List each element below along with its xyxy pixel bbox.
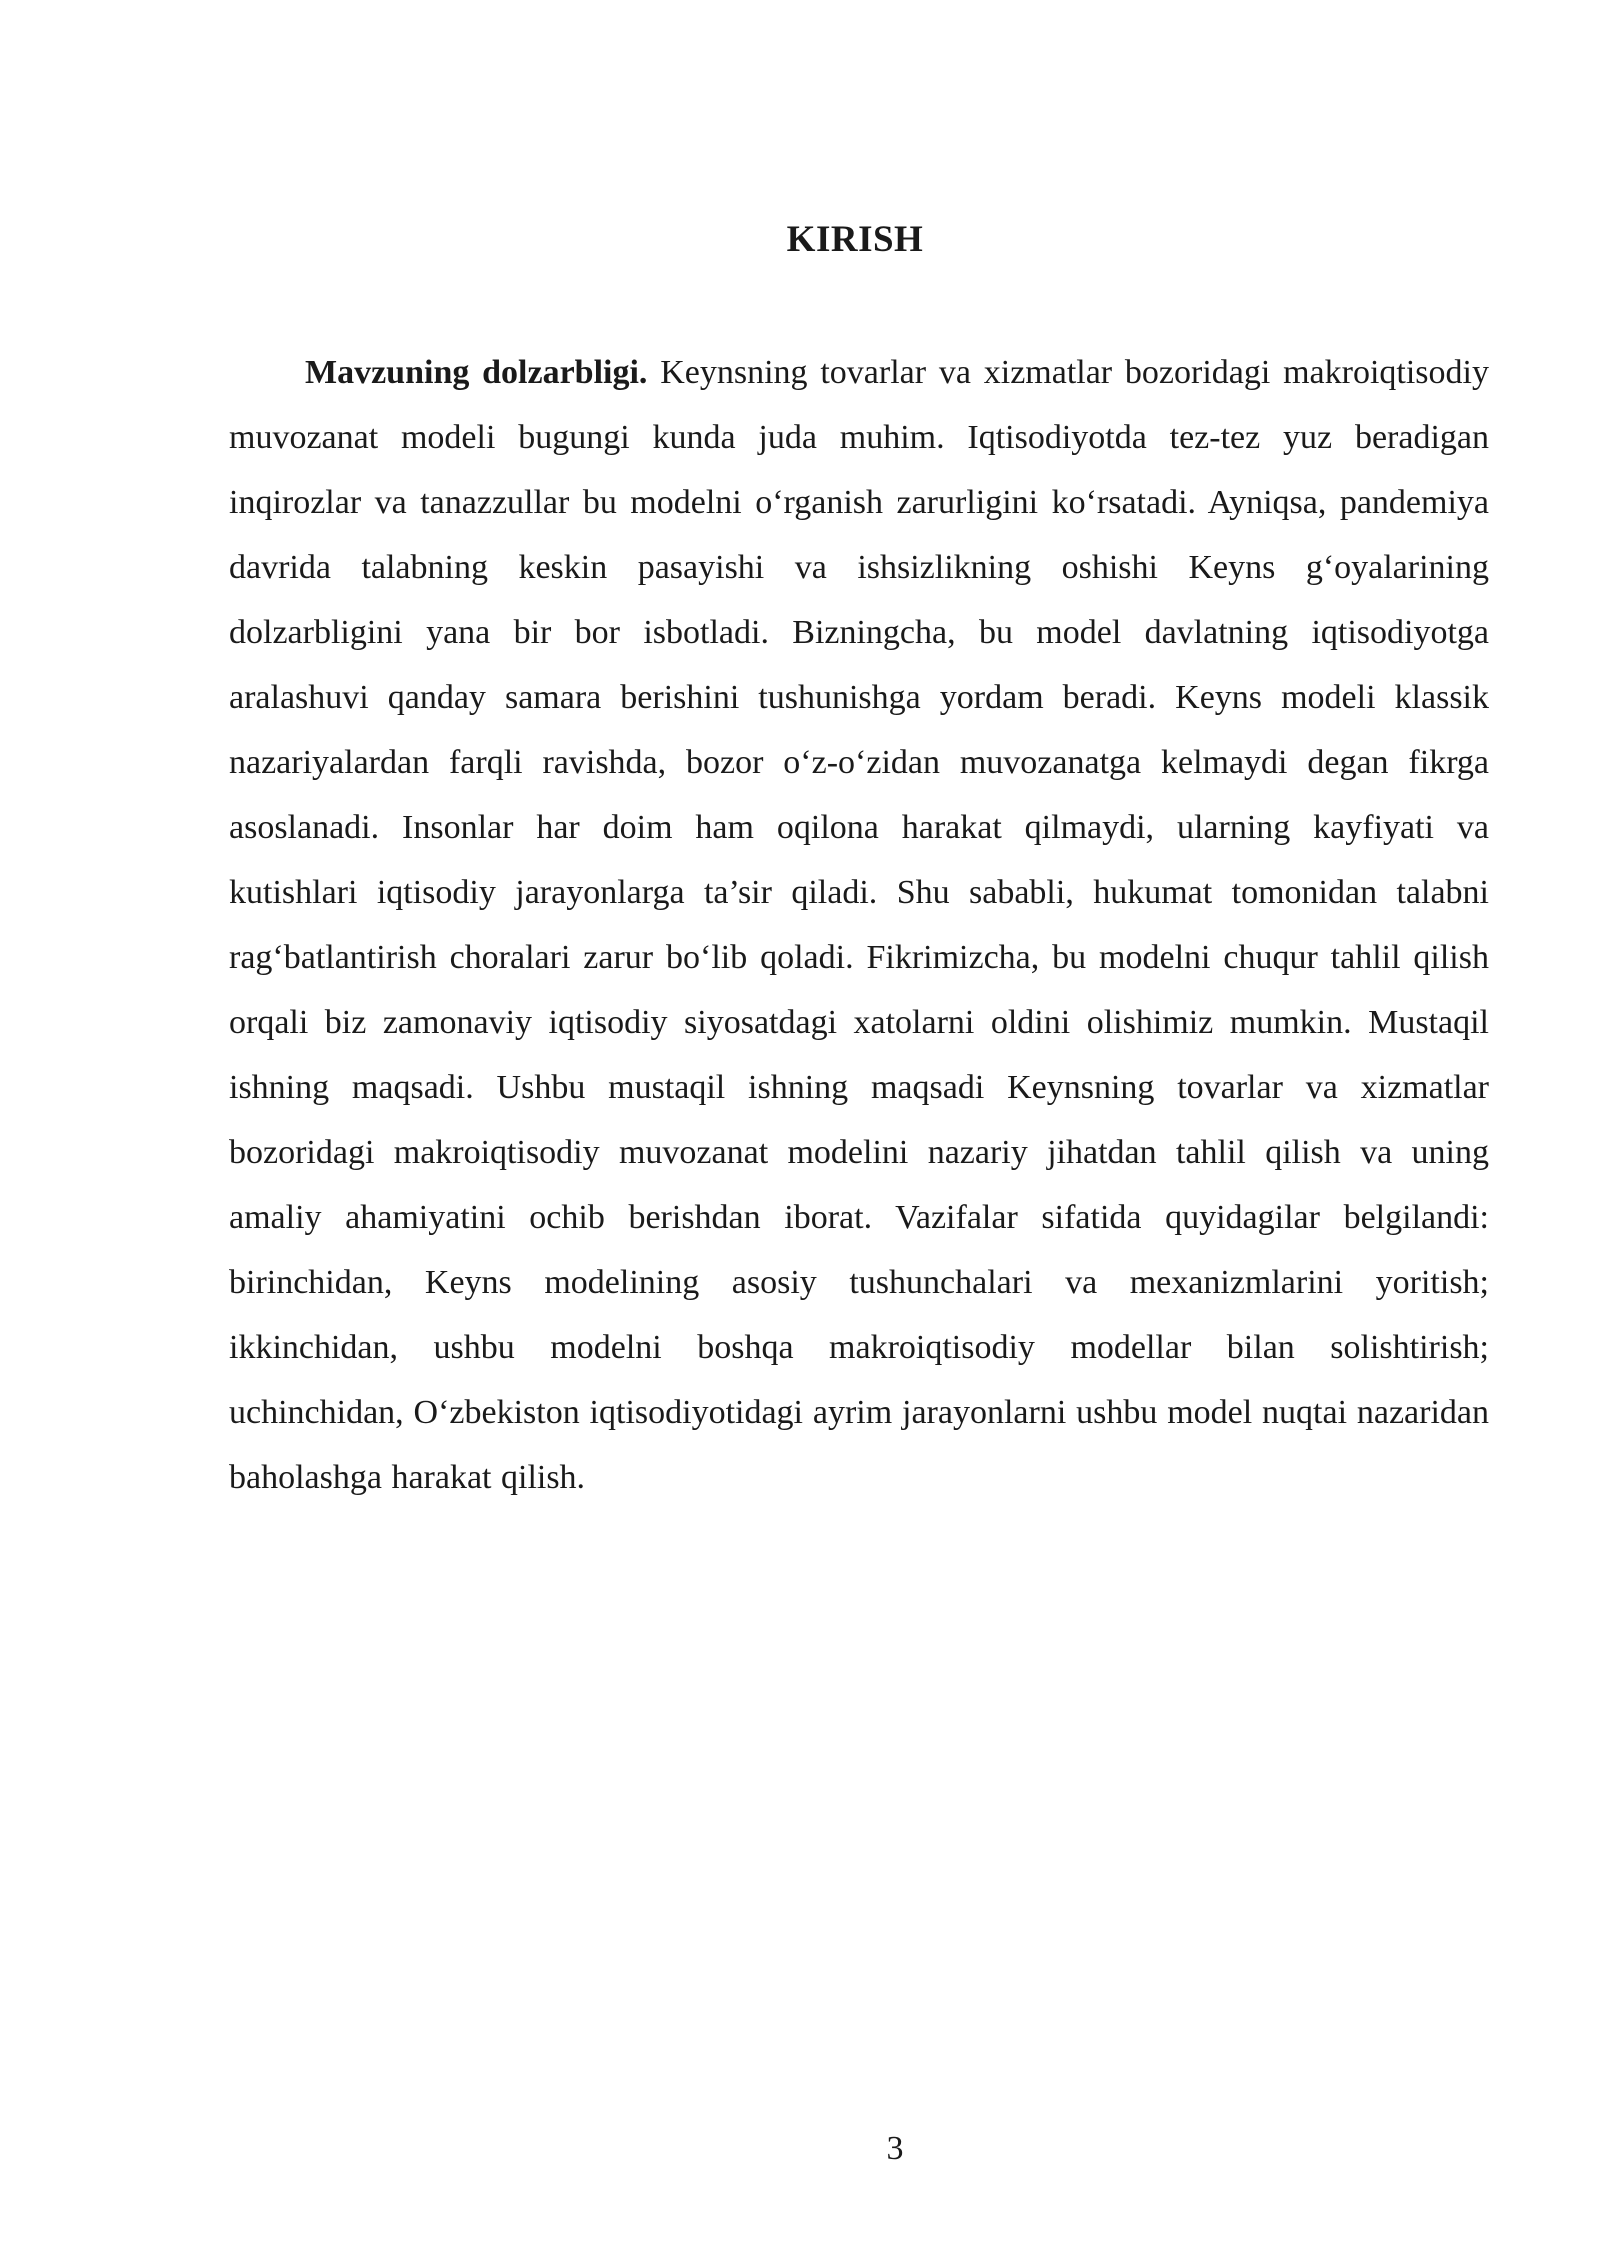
paragraph-text: Keynsning tovarlar va xizmatlar bozoridagi makroiqtisodiy muvozanat modeli bugungi kunda juda muhim. Iqtisodiyotda tez-tez yuz beradigan inqirozlar va tanazzullar bu modelni o‘rganish zarurligini ko‘rsatadi. Ayniqsa, pandemiya davrida talabning keskin pasayishi va ishsizlikning oshishi Keyns g‘oyalarining dolzarbligini yana bir bor isbotladi. Bizningcha, bu model davlatning iqtisodiyotga aralashuvi qanday samara berishini tushunishga yordam beradi. Keyns modeli klassik nazariyalardan farqli ravishda, bozor o‘z-o‘zidan muvozanatga kelmaydi degan fikrga asoslanadi. Insonlar har doim ham oqilona harakat qilmaydi, ularning kayfiyati va kutishlari iqtisodiy jarayonlarga ta’sir qiladi. Shu sababli, hukumat tomonidan talabni rag‘batlantirish choralari zarur bo‘lib qoladi. Fikrimizcha, bu modelni chuqur tahlil qilish orqali biz zamonaviy iqtisodiy siyosatdagi xatolarni oldini olishimiz mumkin. Mustaqil ishning maqsadi. Ushbu mustaqil ishning maqsadi Keynsning tovarlar va xizmatlar bozoridagi makroiqtisodiy muvozanat modelini nazariy jihatdan tahlil qilish va uning amaliy ahamiyatini ochib berishdan iborat. Vazifalar sifatida quyidagilar belgilandi: birinchidan, Keyns modelining asosiy tushunchalari va mexanizmlarini yoritish; ikkinchidan, ushbu modelni boshqa makroiqtisodiy modellar bilan solishtirish; uchinchidan, O‘zbekiston iqtisodiyotidagi ayrim jarayonlarni ushbu model nuqtai nazaridan baholashga harakat qilish. <box>229 354 1489 1496</box>
body-paragraph <box>229 340 1489 1510</box>
page-number: 3 <box>886 2130 904 2167</box>
page-title: KIRISH <box>786 219 924 260</box>
paragraph-lead: Mavzuning dolzarbligi. <box>305 354 648 391</box>
